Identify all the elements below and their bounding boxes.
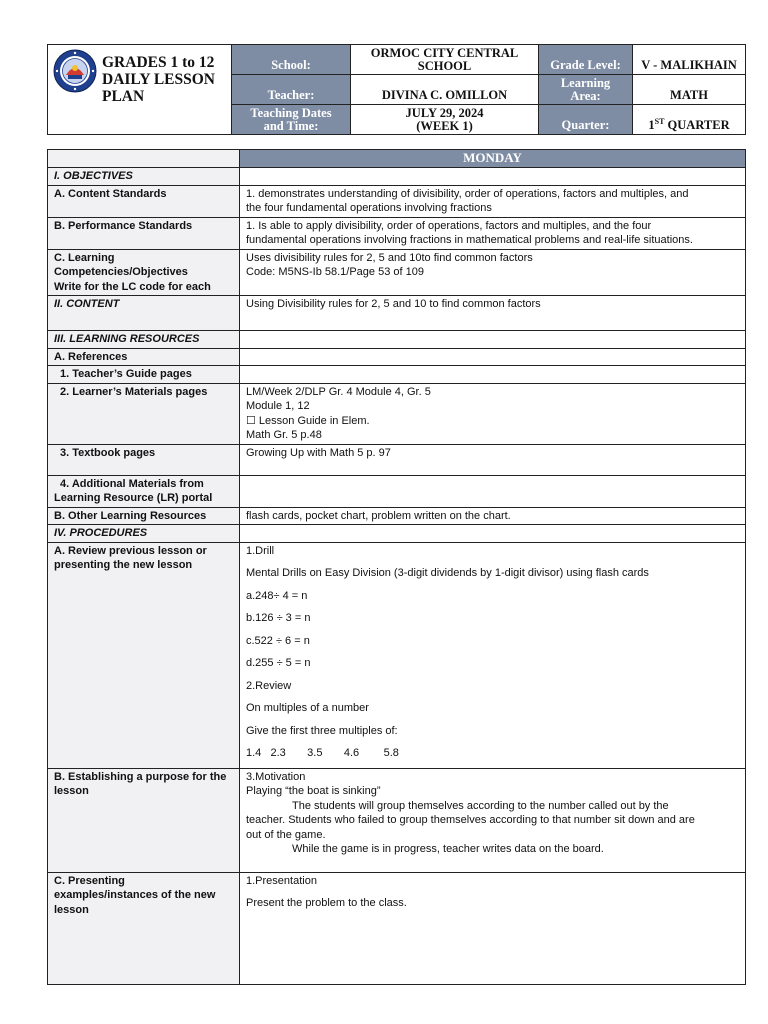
review-label: A. Review previous lesson or presenting the new lesson (48, 542, 240, 768)
quarter-value: 1ST QUARTER (633, 105, 746, 135)
dates-value: JULY 29, 2024 (WEEK 1) (351, 105, 539, 135)
learning-area-label: Learning Area: (539, 75, 633, 105)
dates-label: Teaching Dates and Time: (232, 105, 351, 135)
presenting-content: 1.Presentation Present the problem to the class. (240, 872, 746, 984)
deped-seal-icon (53, 49, 97, 93)
teacher-label: Teacher: (232, 75, 351, 105)
procedures-label: IV. PROCEDURES (48, 525, 240, 543)
header-brand-cell (48, 45, 232, 135)
lesson-plan-table (47, 149, 746, 985)
learning-area-value: MATH (633, 75, 746, 105)
day-header-blank (48, 150, 240, 168)
content-label: II. CONTENT (48, 296, 240, 331)
competencies-label: C. Learning Competencies/Objectives Write for the LC code for each (48, 249, 240, 296)
purpose-content: 3.Motivation Playing “the boat is sinking” The students will group themselves according to the number called out by the teacher. Students who failed to group themselves according to that number sit down and are out of the game. While the game is in progress, teacher writes data on the board. (240, 768, 746, 872)
competencies-value: Uses divisibility rules for 2, 5 and 10to find common factors Code: M5NS-Ib 58.1/Page 53 of 109 (240, 249, 746, 296)
textbook-value: Growing Up with Math 5 p. 97 (240, 444, 746, 475)
content-standards-value: 1. demonstrates understanding of divisibility, order of operations, factors and multiples, and the four fundamental operations involving fractions (240, 185, 746, 217)
resources-label: III. LEARNING RESOURCES (48, 331, 240, 349)
objectives-label: I. OBJECTIVES (48, 168, 240, 186)
content-value: Using Divisibility rules for 2, 5 and 10 to find common factors (240, 296, 746, 331)
day-header: MONDAY (240, 150, 746, 168)
additional-materials-label: 4. Additional Materials from Learning Resource (LR) portal (48, 475, 240, 507)
teachers-guide-label: 1. Teacher’s Guide pages (48, 366, 240, 384)
learners-materials-label: 2. Learner’s Materials pages (48, 383, 240, 444)
quarter-label: Quarter: (539, 105, 633, 135)
school-label: School: (232, 45, 351, 75)
other-resources-label: B. Other Learning Resources (48, 507, 240, 525)
teacher-value: DIVINA C. OMILLON (351, 75, 539, 105)
learners-materials-value: LM/Week 2/DLP Gr. 4 Module 4, Gr. 5 Module 1, 12 ☐ Lesson Guide in Elem. Math Gr. 5 p.48 (240, 383, 746, 444)
school-value: ORMOC CITY CENTRAL SCHOOL (351, 45, 539, 75)
other-resources-value: flash cards, pocket chart, problem written on the chart. (240, 507, 746, 525)
performance-standards-label: B. Performance Standards (48, 217, 240, 249)
grade-level-label: Grade Level: (539, 45, 633, 75)
performance-standards-value: 1. Is able to apply divisibility, order of operations, factors and multiples, and the four fundamental operations involving fractions in mathematical problems and real-life situations. (240, 217, 746, 249)
references-label: A. References (48, 348, 240, 366)
presenting-label: C. Presenting examples/instances of the new lesson (48, 872, 240, 984)
review-content: 1.Drill Mental Drills on Easy Division (3-digit dividends by 1-digit divisor) using flash cards a.248÷ 4 = n b.126 ÷ 3 = n c.522 ÷ 6 = n d.255 ÷ 5 = n 2.Review On multiples of a number Give the first three multiples of: 1.4 2.3 3.5 4.6 5.8 (240, 542, 746, 768)
content-standards-label: A. Content Standards (48, 185, 240, 217)
textbook-label: 3. Textbook pages (48, 444, 240, 475)
purpose-label: B. Establishing a purpose for the lesson (48, 768, 240, 872)
grade-level-value: V - MALIKHAIN (633, 45, 746, 75)
header-table (47, 44, 746, 135)
dlp-title: GRADES 1 to 12 DAILY LESSON PLAN (102, 54, 215, 105)
